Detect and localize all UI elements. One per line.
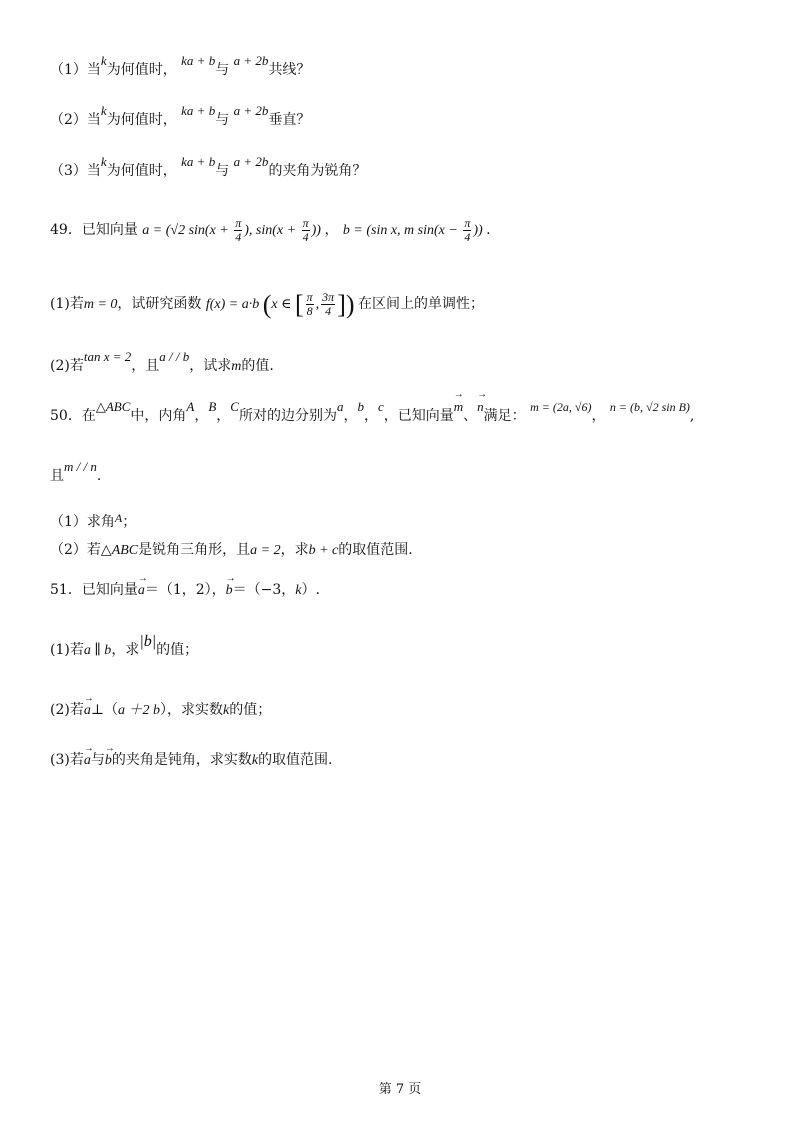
numerator: π [302, 216, 309, 231]
expr: m = (2a, √6) [530, 400, 592, 414]
q48-part1 [50, 53, 311, 80]
fraction [321, 291, 335, 318]
text: ＝（−3， [232, 582, 296, 598]
vector-b: → b [226, 581, 233, 601]
expr: a ＋2 b [118, 703, 161, 718]
text: 中，内角 [130, 408, 187, 424]
text: , [689, 408, 695, 424]
text: 的取值范围. [258, 752, 333, 768]
text: . [96, 468, 102, 484]
text: （1）求角 [50, 514, 115, 530]
expr: x ∈ [271, 297, 292, 312]
text: 的夹角是钝角，求实数 [111, 752, 252, 768]
text: (3)若 [50, 752, 84, 768]
text: a = (√2 sin(x + [142, 223, 233, 238]
expr: a / / b [159, 349, 190, 364]
var-k: k [100, 53, 107, 68]
text: . [486, 222, 491, 238]
expr-ka-plus-b: ka + b [181, 103, 216, 118]
text: ), sin(x + [244, 223, 300, 238]
var-m: m [231, 359, 242, 374]
expr-a-plus-2b: a + 2b [233, 154, 269, 169]
text: b = (sin x, m sin(x − [342, 223, 462, 238]
text: (1)若 [50, 296, 84, 312]
text: （1）当 [50, 62, 101, 78]
triangle: △ABC [95, 399, 131, 414]
text: ，且 [131, 358, 160, 374]
var-k: k [223, 703, 230, 718]
page-number: 第 7 页 [378, 1082, 422, 1097]
denominator: 4 [325, 304, 332, 319]
expr-a-plus-2b: a + 2b [233, 103, 269, 118]
q51-statement [50, 580, 320, 601]
question-number: 51．已知向量 [50, 582, 138, 598]
text: 满足： [483, 408, 526, 424]
fraction [302, 217, 310, 244]
text: 共线？ [268, 62, 311, 78]
q50-part2 [50, 540, 413, 561]
text: 的值； [229, 702, 272, 718]
text: )) [473, 223, 483, 238]
text: 为何值时， [106, 163, 177, 179]
abs-b: |b| [139, 633, 157, 650]
q51-part1 [50, 633, 199, 661]
expr: a = 2 [250, 543, 281, 558]
expr-ka-plus-b: ka + b [181, 154, 216, 169]
text: 与 [215, 62, 230, 78]
vector-b: → b [105, 751, 112, 771]
var: c [377, 399, 384, 414]
text: 与 [215, 112, 230, 128]
numerator: 3π [322, 290, 335, 305]
text: ，试研究函数 [117, 296, 202, 312]
expr: n = (b, √2 sin B) [609, 400, 690, 414]
q49-part1 [50, 284, 484, 325]
text: 在区间上的单调性； [358, 296, 485, 312]
q48-part3 [50, 154, 367, 181]
text: ＝（1，2）， [144, 582, 226, 598]
text: ， [194, 408, 209, 424]
vector-a-def [142, 216, 324, 245]
text: ， [591, 408, 606, 424]
fraction [463, 217, 471, 244]
text: ），求实数 [160, 702, 224, 718]
text: ）. [301, 582, 320, 598]
var: B [208, 399, 217, 414]
text: 与 [90, 752, 105, 768]
expr: b + c [308, 543, 339, 558]
text: ，求 [111, 642, 140, 658]
text: (1)若 [50, 642, 84, 658]
q49-statement [50, 210, 491, 251]
numerator: π [464, 216, 471, 231]
text: 为何值时， [106, 112, 177, 128]
denominator: 8 [306, 304, 313, 319]
text: ，试求 [189, 358, 232, 374]
question-number: 49．已知向量 [50, 222, 138, 238]
expr-ka-plus-b: ka + b [181, 53, 216, 68]
var-k: k [100, 154, 107, 169]
fraction [234, 217, 242, 244]
text: (2)若 [50, 702, 84, 718]
expr: tan x = 2 [83, 349, 132, 364]
text: 垂直？ [268, 112, 311, 128]
vector-n: → n [477, 397, 484, 417]
text: 是锐角三角形，且 [138, 542, 251, 558]
var: A [186, 399, 195, 414]
text: 所对的边分别为 [238, 408, 337, 424]
vector-a: → a [84, 751, 91, 771]
text: 且 [50, 468, 64, 484]
denominator: 4 [302, 230, 309, 245]
text: ⊥（ [90, 702, 119, 718]
var: C [230, 399, 239, 414]
expr: m / / n [64, 459, 97, 474]
numerator: π [235, 216, 242, 231]
vector-a: → a [84, 701, 91, 721]
text: 的夹角为锐角？ [268, 163, 367, 179]
text: ， [343, 408, 358, 424]
q48-part2 [50, 103, 311, 130]
expr-a-plus-2b: a + 2b [233, 53, 269, 68]
var-k: k [295, 583, 302, 598]
var-k: k [100, 103, 107, 118]
vector-b-def [342, 216, 486, 245]
var-k: k [251, 753, 259, 768]
denominator: 4 [235, 230, 242, 245]
fraction [306, 291, 314, 318]
var: A [114, 511, 123, 525]
var: a [336, 399, 344, 414]
triangle: △ABC [100, 543, 139, 558]
text: ； [122, 514, 137, 530]
text: 的取值范围. [338, 542, 413, 558]
text: )) [311, 223, 321, 238]
expr: f(x) = a·b [205, 297, 260, 312]
text: ， [324, 222, 339, 238]
expr: a ∥ b [83, 643, 112, 658]
text: 与 [215, 163, 230, 179]
expr: m = 0 [83, 297, 118, 312]
q51-part2 [50, 700, 271, 721]
q49-part2 [50, 349, 274, 377]
text: 的值； [156, 642, 199, 658]
var: b [357, 399, 364, 414]
text: ， [363, 408, 378, 424]
text: （2）当 [50, 112, 101, 128]
denominator: 4 [464, 230, 471, 245]
text: 的值. [241, 358, 274, 374]
text: （2）若 [50, 542, 101, 558]
q50-part1 [50, 512, 136, 532]
text: 为何值时， [106, 62, 177, 78]
text: （3）当 [50, 163, 101, 179]
text: 、 [463, 408, 478, 424]
text: ， [216, 408, 231, 424]
question-number: 50．在 [50, 408, 96, 424]
q50-statement [50, 399, 695, 426]
q51-part3 [50, 750, 333, 771]
q50-condition [50, 459, 102, 486]
text: ，已知向量 [383, 408, 454, 424]
function-def: f(x) = a·b (x ∈ [ $\frac{\pi}{8}$ , $\frac{3\pi}{4}$ ]) [205, 289, 355, 319]
text: (2)若 [50, 358, 84, 374]
text: ，求 [280, 542, 309, 558]
numerator: π [306, 290, 313, 305]
vector-m: → m [454, 397, 463, 417]
vector-a: → a [138, 581, 145, 601]
